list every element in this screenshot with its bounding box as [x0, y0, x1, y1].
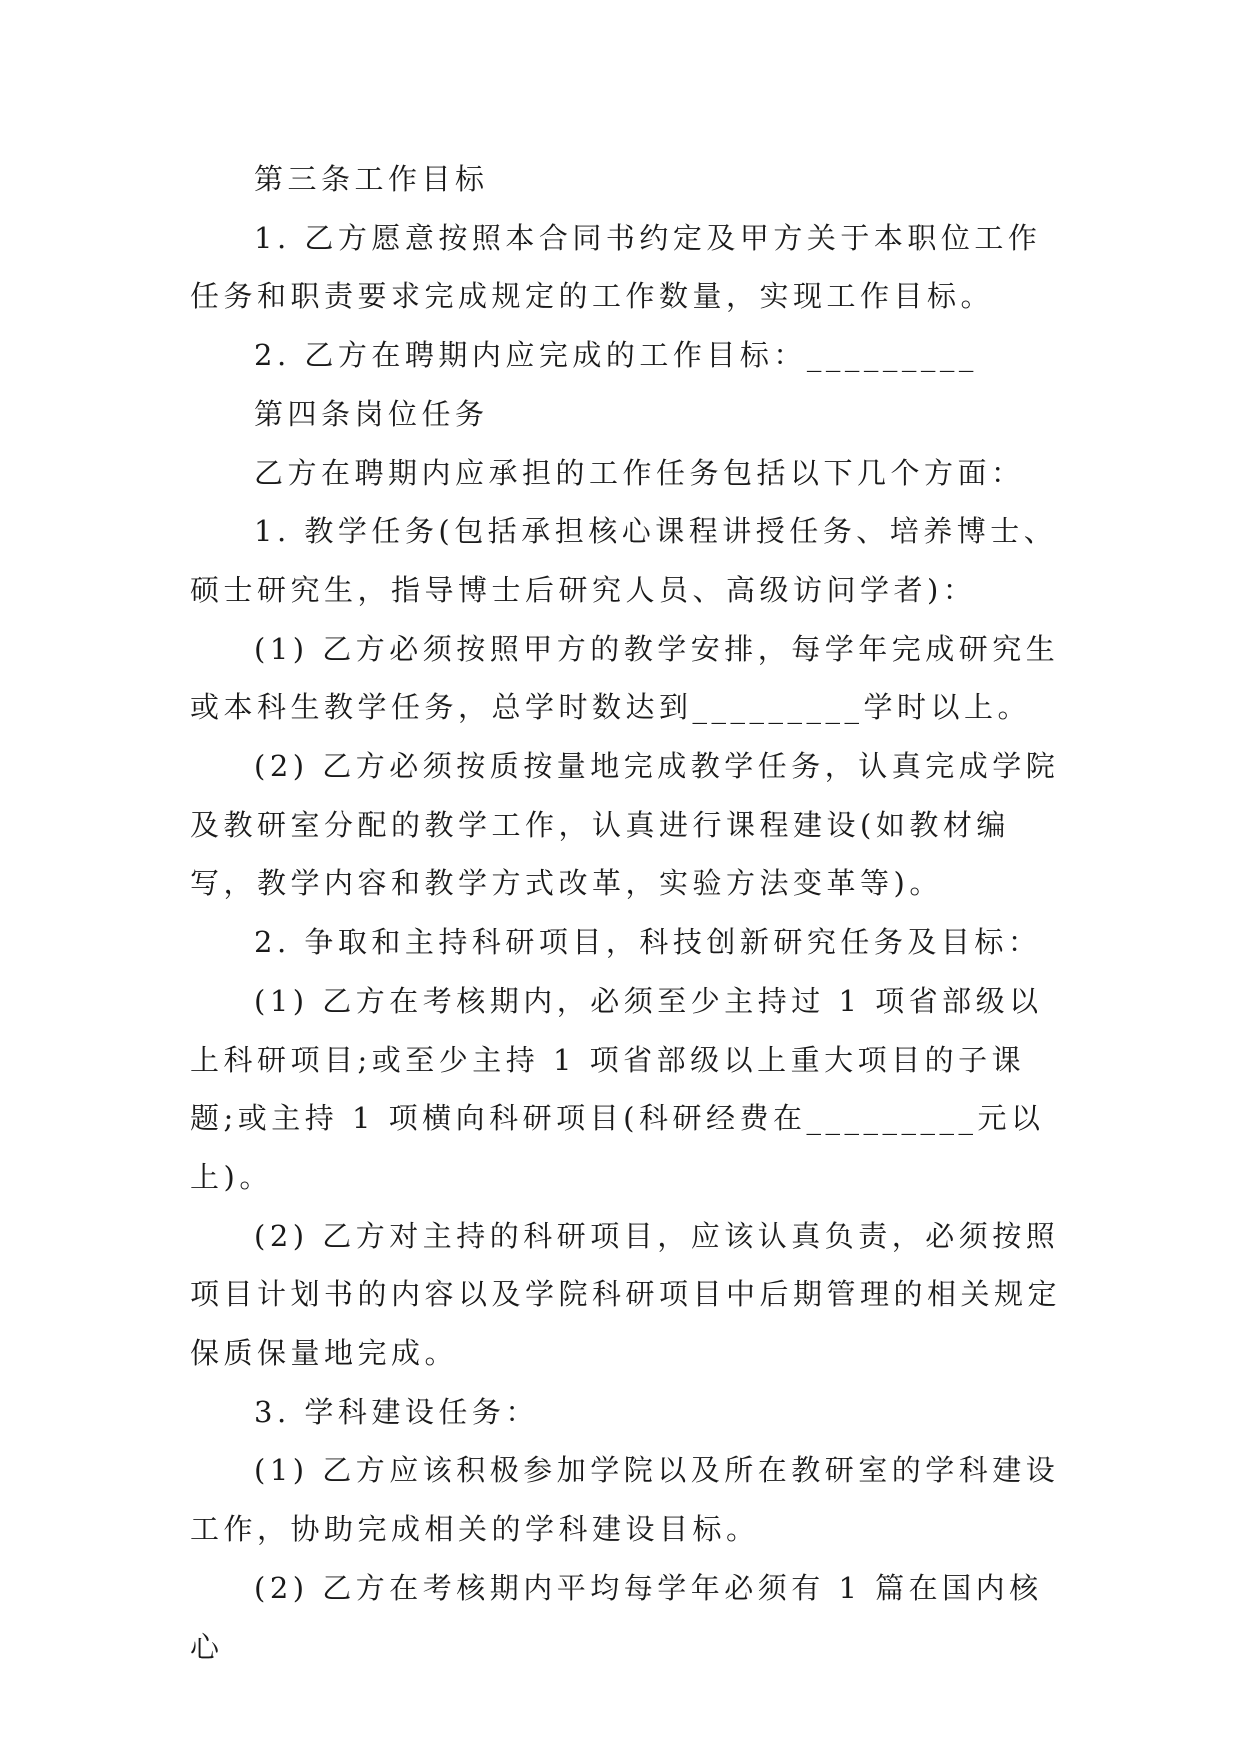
article-4-heading: 第四条岗位任务	[254, 396, 489, 431]
paragraph-discipline-task: 3. 学科建设任务：	[254, 1394, 539, 1429]
paragraph-goal-2: 2. 乙方在聘期内应完成的工作目标：_________	[254, 338, 978, 373]
article-3-heading: 第三条工作目标	[254, 162, 489, 196]
paragraph-teaching-task: 1. 教学任务(包括承担核心课程讲授任务、培养博士、硕士研究生，指导博士后研究人员、高级访问学者)：	[190, 514, 1058, 607]
paragraph-research-2: (2) 乙方对主持的科研项目，应该认真负责，必须按照项目计划书的内容以及学院科研项目中后期管理的相关规定保质保量地完成。	[190, 1218, 1062, 1371]
document-page	[190, 150, 1062, 1676]
paragraph-teaching-1: (1) 乙方必须按照甲方的教学安排，每学年完成研究生或本科生教学任务，总学时数达到_________学时以上。	[190, 631, 1060, 725]
paragraph-discipline-1: (1) 乙方应该积极参加学院以及所在教研室的学科建设工作，协助完成相关的学科建设目标。	[190, 1453, 1060, 1547]
paragraph-goal-1: 1. 乙方愿意按照本合同书约定及甲方关于本职位工作任务和职责要求完成规定的工作数量，实现工作目标。	[190, 220, 1042, 314]
paragraph-discipline-2: (2) 乙方在考核期内平均每学年必须有 1 篇在国内核心	[190, 1570, 1043, 1664]
paragraph-tasks-intro: 乙方在聘期内应承担的工作任务包括以下几个方面：	[254, 455, 1025, 490]
paragraph-research-task: 2. 争取和主持科研项目，科技创新研究任务及目标：	[254, 925, 1042, 960]
paragraph-teaching-2: (2) 乙方必须按质按量地完成教学任务，认真完成学院及教研室分配的教学工作，认真进行课程建设(如教材编写，教学内容和教学方式改革，实验方法变革等)。	[190, 749, 1060, 901]
paragraph-research-1: (1) 乙方在考核期内，必须至少主持过 1 项省部级以上科研项目;或至少主持 1 项省部级以上重大项目的子课题;或主持 1 项横向科研项目(科研经费在_________元以上)。	[190, 983, 1045, 1194]
